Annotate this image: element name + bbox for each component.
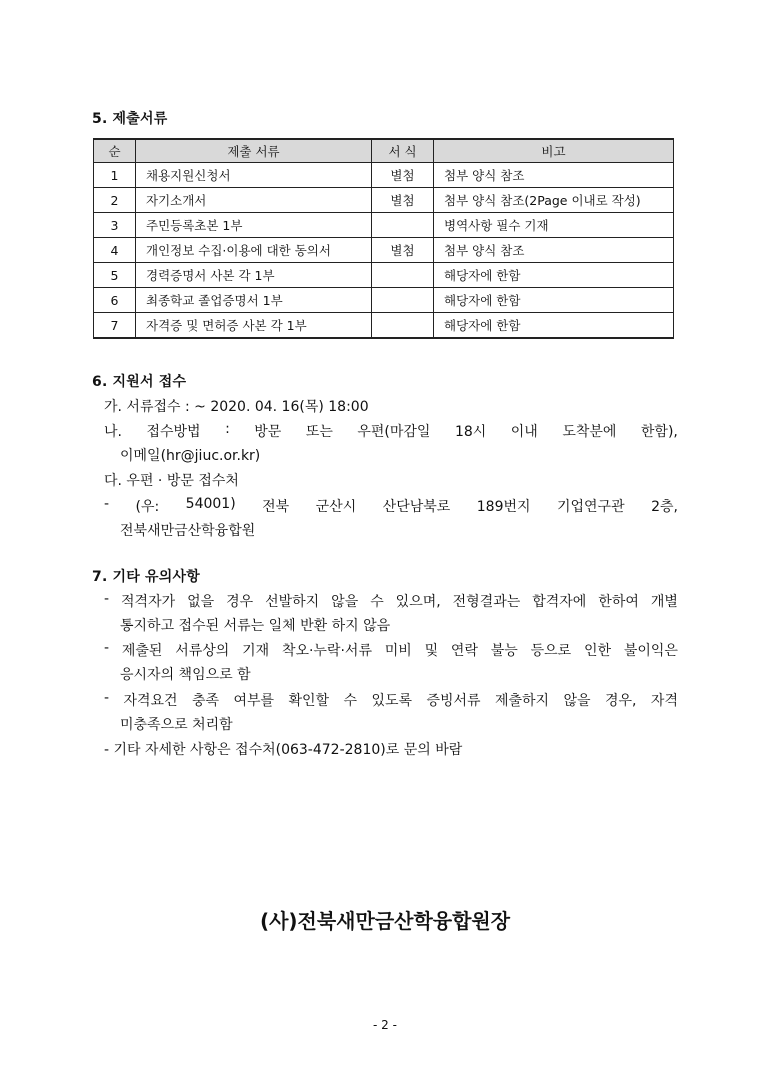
word: 자격 <box>650 693 678 709</box>
table-row <box>94 288 674 313</box>
table-row <box>94 163 674 188</box>
word: 54001) <box>185 496 236 512</box>
word: 자격요건 <box>123 693 178 709</box>
row-document: 채용지원신청서 <box>136 163 372 188</box>
table-row <box>94 313 674 339</box>
row-form: 별첨 <box>372 238 434 263</box>
word: 확인할 <box>288 693 330 709</box>
row-form: 별첨 <box>372 188 434 213</box>
word: 한하여 <box>598 594 639 610</box>
word: 기재 <box>242 643 270 659</box>
word: 경우 <box>226 594 254 610</box>
word: 등으로 <box>530 643 572 659</box>
row-document: 개인정보 수집·이용에 대한 동의서 <box>136 238 372 263</box>
word: 수 <box>343 693 358 709</box>
row-form: 별첨 <box>372 163 434 188</box>
notice-3 <box>104 690 678 710</box>
word: 여부를 <box>233 693 275 709</box>
notice-1 <box>104 591 678 611</box>
submission-email: 이메일(hr@jiuc.or.kr) <box>120 448 261 464</box>
submission-method <box>104 421 678 441</box>
word: 미비 <box>384 643 412 659</box>
word: 착오·누락·서류 <box>281 643 372 659</box>
word: 한함), <box>640 424 678 440</box>
word: - <box>104 591 110 607</box>
notice-2 <box>104 640 678 660</box>
word: 산단남북로 <box>382 499 451 515</box>
word: - <box>104 640 110 656</box>
header-no: 순 <box>94 139 136 163</box>
table-row <box>94 238 674 263</box>
word: 증빙서류 <box>426 693 481 709</box>
row-no: 6 <box>94 288 136 313</box>
word: 않을 <box>331 594 359 610</box>
row-no: 1 <box>94 163 136 188</box>
row-note: 해당자에 한함 <box>434 288 674 313</box>
row-no: 7 <box>94 313 136 339</box>
word: 적격자가 <box>121 594 176 610</box>
row-document: 경력증명서 사본 각 1부 <box>136 263 372 288</box>
submission-address-org: 전북새만금산학융합원 <box>120 523 256 539</box>
row-note: 첨부 양식 참조 <box>434 238 674 263</box>
word: - <box>104 496 110 512</box>
row-document: 최종학교 졸업증명서 1부 <box>136 288 372 313</box>
word: 합격자에 <box>532 594 587 610</box>
word: 및 <box>424 643 439 659</box>
notice-2-cont: 응시자의 책임으로 함 <box>120 667 251 683</box>
word: 접수방법 <box>146 424 201 440</box>
word: 전북 <box>262 499 290 515</box>
row-note: 첨부 양식 참조(2Page 이내로 작성) <box>434 188 674 213</box>
header-note: 비고 <box>434 139 674 163</box>
section-5-title: 5. 제출서류 <box>92 111 168 127</box>
word: 불능 <box>490 643 518 659</box>
row-form <box>372 263 434 288</box>
word: 도착분에 <box>562 424 617 440</box>
word: 이내 <box>510 424 538 440</box>
table-row <box>94 213 674 238</box>
documents-table <box>93 138 674 339</box>
word: : <box>225 421 230 437</box>
word: 우편(마감일 <box>357 424 431 440</box>
word: 선발하지 <box>265 594 320 610</box>
word: 제출된 <box>121 643 163 659</box>
word: 인한 <box>583 643 612 659</box>
row-document: 주민등록초본 1부 <box>136 213 372 238</box>
word: 제출하지 <box>494 693 550 709</box>
word: 서류상의 <box>175 643 230 659</box>
page-number: - 2 - <box>373 1018 397 1032</box>
word: 전형결과는 <box>452 594 521 610</box>
word: 충족 <box>192 693 220 709</box>
word: 있도록 <box>371 693 413 709</box>
header-form: 서 식 <box>372 139 434 163</box>
word: 18시 <box>454 424 487 440</box>
word: - <box>104 690 110 706</box>
table-header-row <box>94 139 674 163</box>
submission-address <box>104 496 678 516</box>
word: 없을 <box>187 594 215 610</box>
word: 방문 <box>254 424 282 440</box>
table-row <box>94 188 674 213</box>
word: 2층, <box>651 499 678 515</box>
word: 또는 <box>305 424 333 440</box>
section-7-title: 7. 기타 유의사항 <box>92 569 200 585</box>
organization-signature: (사)전북새만금산학융합원장 <box>259 909 511 933</box>
word: 189번지 <box>476 499 531 515</box>
row-document: 자기소개서 <box>136 188 372 213</box>
word: 경우, <box>605 693 637 709</box>
word: 않을 <box>563 693 591 709</box>
word: 개별 <box>650 594 678 610</box>
row-note: 병역사항 필수 기재 <box>434 213 674 238</box>
row-form <box>372 313 434 339</box>
notice-3-cont: 미충족으로 처리함 <box>120 717 233 733</box>
row-no: 2 <box>94 188 136 213</box>
word: 불이익은 <box>623 643 678 659</box>
row-document: 자격증 및 면허증 사본 각 1부 <box>136 313 372 339</box>
row-note: 해당자에 한함 <box>434 313 674 339</box>
row-note: 첨부 양식 참조 <box>434 163 674 188</box>
row-no: 4 <box>94 238 136 263</box>
word: 있으며, <box>395 594 441 610</box>
word: 연락 <box>450 643 478 659</box>
word: (우: <box>135 499 160 515</box>
word: 기업연구관 <box>556 499 625 515</box>
row-no: 5 <box>94 263 136 288</box>
word: 나. <box>104 424 122 440</box>
notice-4: - 기타 자세한 사항은 접수처(063-472-2810)로 문의 바람 <box>104 742 463 758</box>
row-note: 해당자에 한함 <box>434 263 674 288</box>
submission-place-label: 다. 우편 · 방문 접수처 <box>104 473 239 489</box>
table-row <box>94 263 674 288</box>
header-document: 제출 서류 <box>136 139 372 163</box>
section-6-title: 6. 지원서 접수 <box>92 374 187 390</box>
row-form <box>372 213 434 238</box>
word: 군산시 <box>315 499 357 515</box>
submission-period: 가. 서류접수 : ~ 2020. 04. 16(목) 18:00 <box>104 399 369 415</box>
notice-1-cont: 통지하고 접수된 서류는 일체 반환 하지 않음 <box>120 618 391 634</box>
row-form <box>372 288 434 313</box>
row-no: 3 <box>94 213 136 238</box>
word: 수 <box>370 594 384 610</box>
